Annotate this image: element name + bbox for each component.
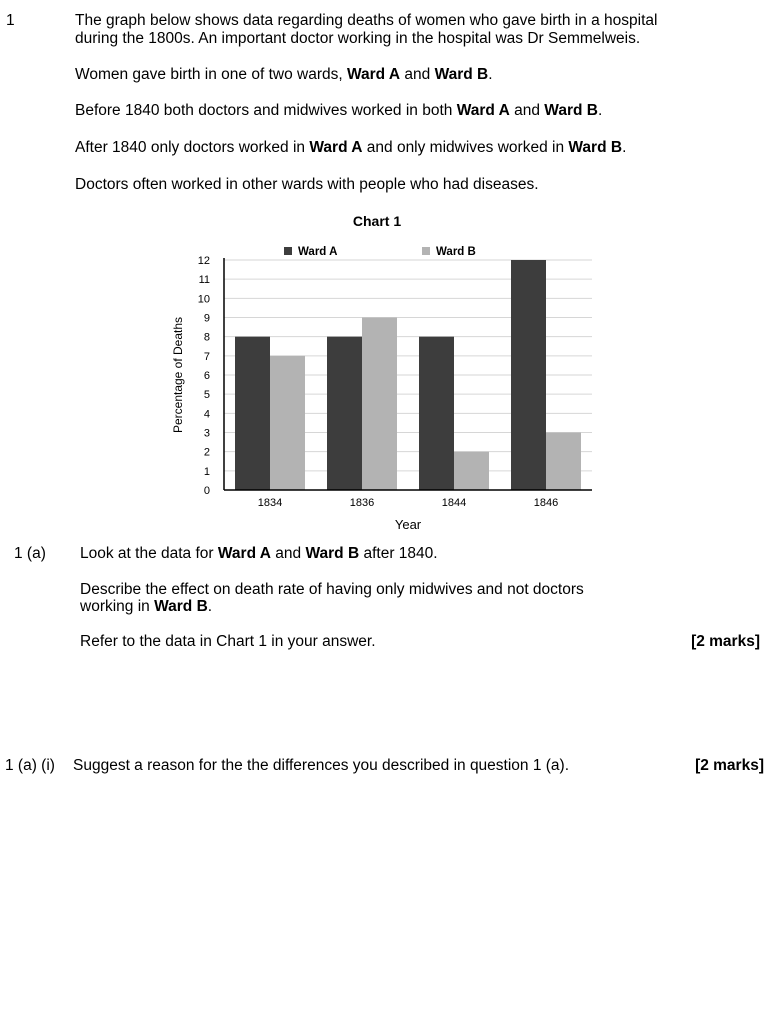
q1ai-text: Suggest a reason for the the differences you described in question 1 (a). <box>73 757 570 774</box>
text: and only midwives worked in <box>362 139 569 156</box>
chart-legend <box>284 246 476 258</box>
bar-ward-a-1844 <box>419 337 454 490</box>
ward-a-label: Ward A <box>309 139 363 156</box>
wards-sentence <box>75 66 493 83</box>
y-tick-label: 8 <box>203 331 210 344</box>
x-tick-label: 1836 <box>349 497 375 509</box>
q1a-line-3 <box>80 598 212 615</box>
q1a-line-4: Refer to the data in Chart 1 in your answer. <box>80 633 376 650</box>
bar-ward-b-1834 <box>270 356 305 490</box>
ward-a-label: Ward A <box>217 545 271 562</box>
x-tick-labels <box>258 497 558 509</box>
legend-label: Ward A <box>298 246 338 258</box>
y-tick-label: 5 <box>203 389 210 402</box>
ward-a-label: Ward A <box>346 66 401 83</box>
x-tick-label: 1846 <box>533 497 559 509</box>
bar-ward-a-1834 <box>235 337 270 490</box>
x-tick-label: 1834 <box>257 497 283 509</box>
text: . <box>597 102 603 119</box>
y-tick-label: 11 <box>198 274 210 287</box>
intro-line-2: during the 1800s. An important doctor working in the hospital was Dr Semmelweis. <box>75 30 641 47</box>
y-tick-label: 2 <box>203 446 210 459</box>
ward-b-label: Ward B <box>544 102 598 119</box>
chart-title: Chart 1 <box>352 213 402 229</box>
y-tick-label: 10 <box>197 293 210 306</box>
legend-swatch-ward-b <box>422 247 430 255</box>
text: and <box>509 102 545 119</box>
x-axis-label: Year <box>394 517 422 532</box>
y-tick-label: 7 <box>203 350 210 363</box>
text: after 1840. <box>359 545 438 562</box>
doctors-sentence: Doctors often worked in other wards with people who had diseases. <box>75 176 539 193</box>
y-tick-label: 9 <box>203 312 210 325</box>
y-tick-label: 1 <box>203 465 210 478</box>
intro-line-1: The graph below shows data regarding deaths of women who gave birth in a hospital <box>75 12 658 29</box>
text: and <box>270 545 306 562</box>
after-1840-sentence <box>75 139 626 156</box>
before-1840-sentence <box>75 102 602 119</box>
bar-ward-b-1836 <box>362 318 397 491</box>
question-number-1a: 1 (a) <box>14 545 46 562</box>
legend-swatch-ward-a <box>284 247 292 255</box>
ward-b-label: Ward B <box>305 545 360 562</box>
text: After 1840 only doctors worked in <box>75 139 310 156</box>
y-tick-label: 3 <box>203 427 210 440</box>
ward-b-label: Ward B <box>568 139 623 156</box>
x-tick-label: 1844 <box>441 497 467 509</box>
ward-b-label: Ward B <box>434 66 489 83</box>
text: Women gave birth in one of two wards, <box>75 66 347 83</box>
q1a-line-2: Describe the effect on death rate of having only midwives and not doctors <box>80 581 584 598</box>
ward-b-label: Ward B <box>154 598 208 615</box>
y-tick-label: 4 <box>203 408 210 421</box>
question-number-1ai: 1 (a) (i) <box>5 757 55 774</box>
bar-ward-a-1846 <box>511 260 546 490</box>
question-number: 1 <box>6 12 15 29</box>
bar-chart <box>160 213 610 536</box>
text: Before 1840 both doctors and midwives worked in both <box>75 102 457 119</box>
q1ai-marks: [2 marks] <box>695 757 764 774</box>
y-tick-label: 12 <box>197 255 210 267</box>
y-axis-label: Percentage of Deaths <box>171 316 185 434</box>
text: and <box>400 66 435 83</box>
q1a-line-1 <box>80 545 438 562</box>
y-tick-labels <box>198 255 210 497</box>
ward-a-label: Ward A <box>456 102 510 119</box>
bar-ward-a-1836 <box>327 337 362 490</box>
text: Look at the data for <box>80 545 218 562</box>
y-tick-label: 6 <box>203 370 210 382</box>
y-tick-label: 0 <box>203 485 210 497</box>
legend-label: Ward B <box>436 246 476 258</box>
text: . <box>488 66 493 83</box>
text: . <box>622 139 627 156</box>
text: working in <box>80 598 155 615</box>
bar-ward-b-1844 <box>454 452 489 490</box>
q1a-marks: [2 marks] <box>691 633 760 650</box>
text: . <box>207 598 213 615</box>
bar-ward-b-1846 <box>546 433 581 491</box>
